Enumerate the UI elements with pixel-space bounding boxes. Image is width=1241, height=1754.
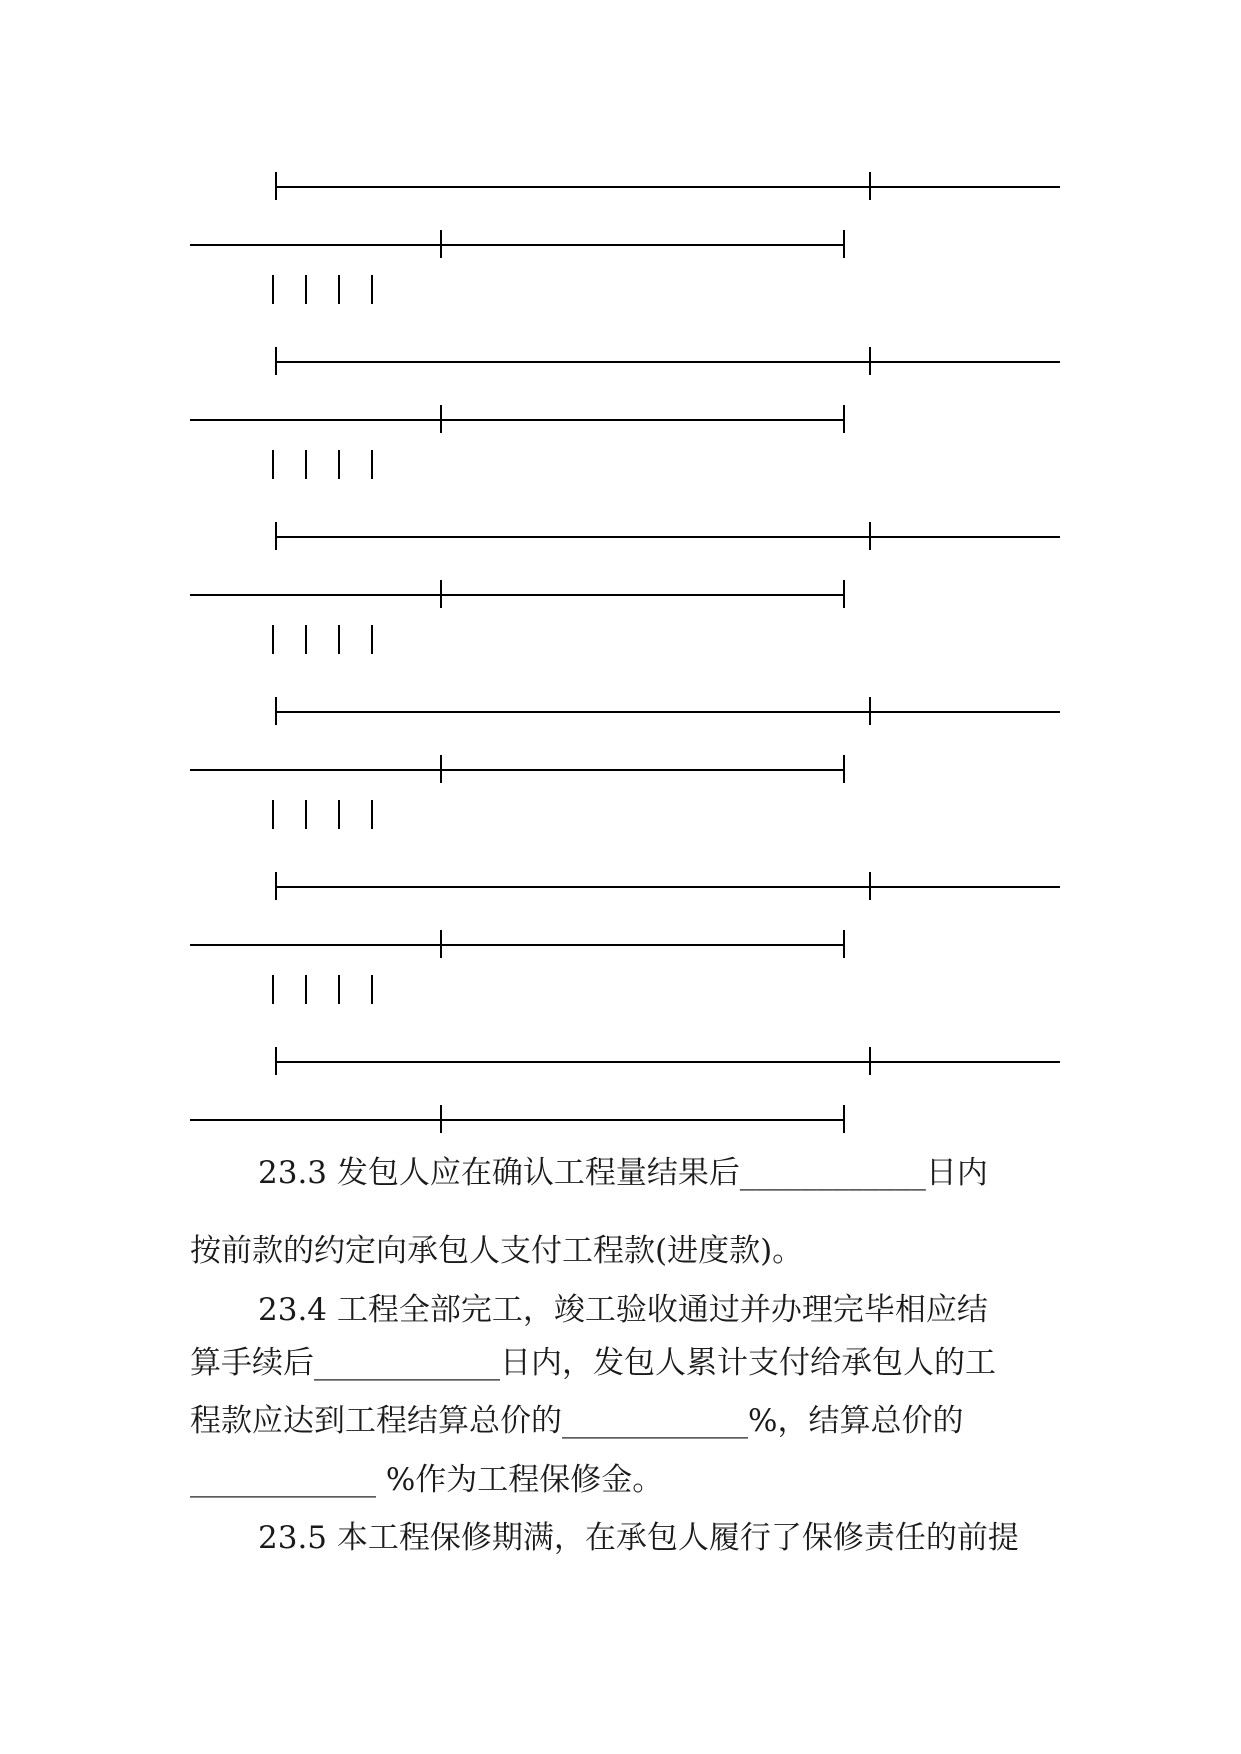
table-rule-tick xyxy=(275,1047,277,1075)
table-rule-tick xyxy=(440,230,442,258)
table-rule-tick xyxy=(843,580,845,608)
fill-blank[interactable]: ____________ xyxy=(739,1155,926,1191)
table-cell-bar xyxy=(338,275,340,304)
paragraph-23-4-line4 xyxy=(190,1460,1241,1500)
paragraph-23-3-line1 xyxy=(258,1153,1241,1193)
table-cell-bar xyxy=(338,450,340,479)
table-rule xyxy=(190,419,843,421)
table-rule-tick xyxy=(440,1105,442,1133)
table-rule xyxy=(276,711,1060,713)
table-cell-bar xyxy=(272,450,274,479)
table-rule-tick xyxy=(869,1047,871,1075)
paragraph-23-5-line1 xyxy=(258,1518,1241,1558)
table-cell-bar xyxy=(371,800,373,829)
paragraph-23-3-line2 xyxy=(190,1231,1241,1271)
fill-blank[interactable]: ____________ xyxy=(314,1345,500,1381)
table-rule-tick xyxy=(869,872,871,900)
fill-blank[interactable]: ____________ xyxy=(190,1462,376,1498)
table-rule-tick xyxy=(869,172,871,200)
table-cell-bar xyxy=(305,625,307,654)
text: 23.5 本工程保修期满，在承包人履行了保修责任的前提 xyxy=(258,1520,1019,1556)
text: 日内 xyxy=(925,1155,988,1191)
table-rule-tick xyxy=(275,347,277,375)
table-rule-tick xyxy=(275,172,277,200)
table-rule xyxy=(190,944,843,946)
table-rule xyxy=(276,361,1060,363)
table-rule xyxy=(276,186,1060,188)
table-cell-bar xyxy=(338,800,340,829)
text: %作为工程保修金。 xyxy=(376,1462,664,1498)
table-rule-tick xyxy=(843,405,845,433)
table-rule-tick xyxy=(275,697,277,725)
table-rule-tick xyxy=(869,347,871,375)
table-cell-bar xyxy=(371,625,373,654)
table-cell-bar xyxy=(305,275,307,304)
table-rule-tick xyxy=(869,522,871,550)
text: 按前款的约定向承包人支付工程款(进度款)。 xyxy=(190,1233,804,1269)
table-rule xyxy=(190,1119,843,1121)
text: 程款应达到工程结算总价的 xyxy=(190,1403,562,1439)
text: 23.3 发包人应在确认工程量结果后 xyxy=(258,1155,740,1191)
table-rule-tick xyxy=(275,522,277,550)
text: 日内，发包人累计支付给承包人的工 xyxy=(500,1345,996,1381)
table-rule-tick xyxy=(440,580,442,608)
table-cell-bar xyxy=(371,275,373,304)
text: %，结算总价的 xyxy=(748,1403,964,1439)
table-cell-bar xyxy=(305,800,307,829)
paragraph-23-4-line2 xyxy=(190,1343,1241,1383)
text: 算手续后 xyxy=(190,1345,314,1381)
table-cell-bar xyxy=(371,975,373,1004)
table-rule xyxy=(276,886,1060,888)
table-rule-tick xyxy=(843,755,845,783)
table-rule xyxy=(190,244,843,246)
table-rule xyxy=(190,769,843,771)
table-rule-tick xyxy=(843,1105,845,1133)
table-rule xyxy=(190,594,843,596)
table-rule xyxy=(276,536,1060,538)
table-cell-bar xyxy=(272,800,274,829)
table-cell-bar xyxy=(338,625,340,654)
table-rule-tick xyxy=(440,755,442,783)
table-rule-tick xyxy=(843,930,845,958)
table-rule-tick xyxy=(440,930,442,958)
fill-blank[interactable]: ____________ xyxy=(562,1403,748,1439)
table-cell-bar xyxy=(338,975,340,1004)
paragraph-23-4-line1 xyxy=(258,1290,1241,1330)
paragraph-23-4-line3 xyxy=(190,1401,1241,1441)
table-cell-bar xyxy=(272,275,274,304)
table-rule xyxy=(276,1061,1060,1063)
table-rule-tick xyxy=(843,230,845,258)
table-rule-tick xyxy=(275,872,277,900)
table-cell-bar xyxy=(305,975,307,1004)
table-rule-tick xyxy=(869,697,871,725)
table-cell-bar xyxy=(272,975,274,1004)
table-cell-bar xyxy=(371,450,373,479)
table-cell-bar xyxy=(272,625,274,654)
table-cell-bar xyxy=(305,450,307,479)
table-rule-tick xyxy=(440,405,442,433)
text: 23.4 工程全部完工，竣工验收通过并办理完毕相应结 xyxy=(258,1292,988,1328)
